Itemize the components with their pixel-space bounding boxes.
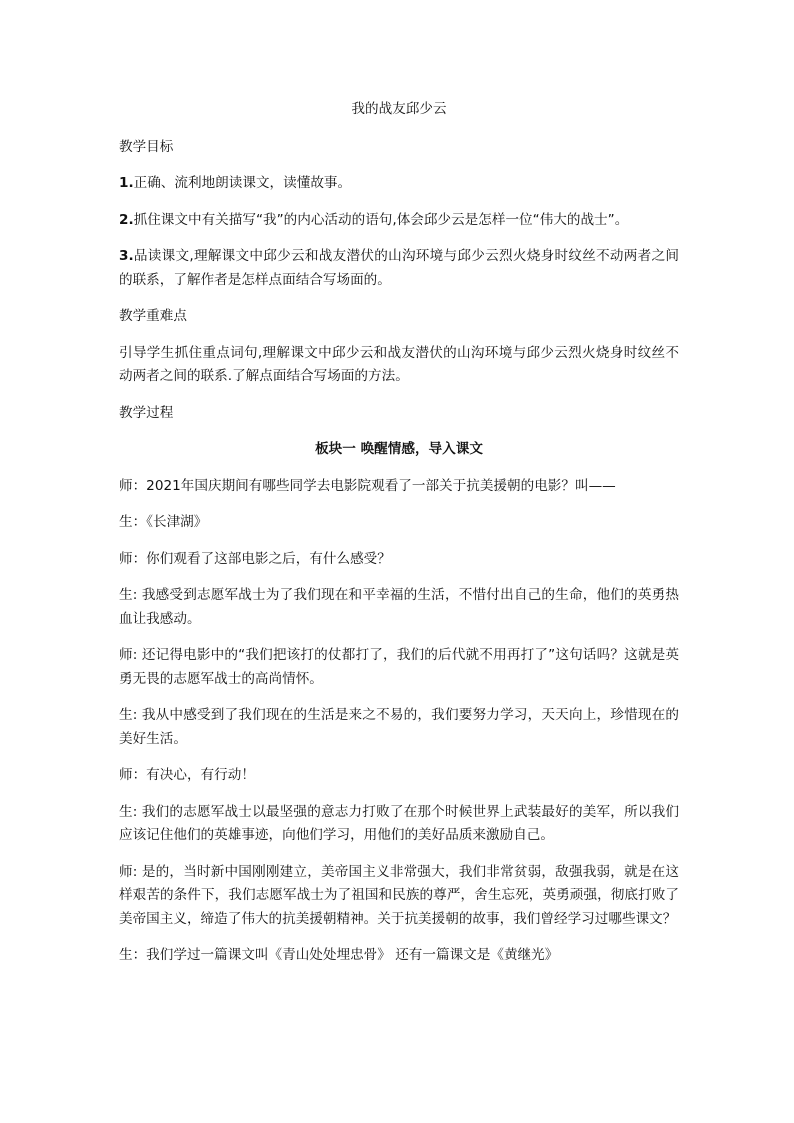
dialogue-line: 生：《长津湖》	[119, 514, 208, 530]
dialogue-line: 师: 还记得电影中的“我们把该打的仗都打了，我们的后代就不用再打了”这句话吗？这就是英勇无畏的志愿军战士的高尚情怀。	[119, 647, 679, 687]
goal-text: 品读课文,理解课文中邱少云和战友潜伏的山沟环境与邱少云烈火烧身时纹丝不动两者之间的联系，了解作者是怎样点面结合写场面的。	[119, 248, 679, 288]
process-heading: 教学过程	[119, 404, 174, 421]
dialogue-line: 师：有决心，有行动！	[119, 767, 255, 783]
dialogue-line: 师：你们观看了这部电影之后，有什么感受？	[119, 550, 391, 567]
page-title: 我的战友邱少云	[351, 101, 447, 117]
dialogue-line: 师: 是的，当时新中国刚刚建立，美帝国主义非常强大，我们非常贫弱，敌强我弱，就是在这样艰苦的条件下，我们志愿军战士为了祖国和民族的尊严，舍生忘死，英勇顽强，彻底打败了美帝国主义，缔造了伟大的抗美援朝精神。关于抗美援朝的故事，我们曾经学习过哪些课文？	[119, 863, 679, 927]
block-title: 板块一 唤醒情感，导入课文	[315, 441, 483, 457]
goal-number: 3.	[119, 248, 134, 264]
document-body	[119, 98, 679, 981]
goal-item-1	[119, 172, 679, 196]
dialogue-line: 生: 我们的志愿军战士以最坚强的意志力打败了在那个时候世界上武装最好的美军，所以我们应该记住他们的英雄事迹，向他们学习，用他们的美好品质来激励自己。	[119, 803, 679, 843]
difficulty-text: 引导学生抓住重点词句,理解课文中邱少云和战友潜伏的山沟环境与邱少云烈火烧身时纹丝不动两者之间的联系.了解点面结合写场面的方法。	[119, 344, 679, 384]
dialogue-line: 师：2021年国庆期间有哪些同学去电影院观看了一部关于抗美援朝的电影？叫——	[119, 477, 616, 494]
goal-text: 正确、流利地朗读课文，读懂故事。	[133, 175, 352, 191]
dialogue-line: 生: 我感受到志愿军战士为了我们现在和平幸福的生活，不惜付出自己的生命，他们的英勇热血让我感动。	[119, 587, 679, 627]
goal-number: 1.	[119, 175, 134, 191]
goal-item-2	[119, 209, 679, 233]
goal-text: 抓住课文中有关描写“我”的内心活动的语句,体会邱少云是怎样一位“伟大的战士”。	[133, 211, 629, 228]
goal-number: 2.	[119, 211, 134, 228]
dialogue-line: 生：我们学过一篇课文叫《青山处处埋忠骨》 还有一篇课文是《黄继光》	[119, 947, 559, 963]
goals-heading: 教学目标	[119, 138, 174, 155]
goal-item-3	[119, 245, 679, 292]
difficulty-heading: 教学重难点	[119, 308, 187, 324]
dialogue-line: 生: 我从中感受到了我们现在的生活是来之不易的，我们要努力学习，天天向上，珍惜现在的美好生活。	[119, 707, 679, 747]
